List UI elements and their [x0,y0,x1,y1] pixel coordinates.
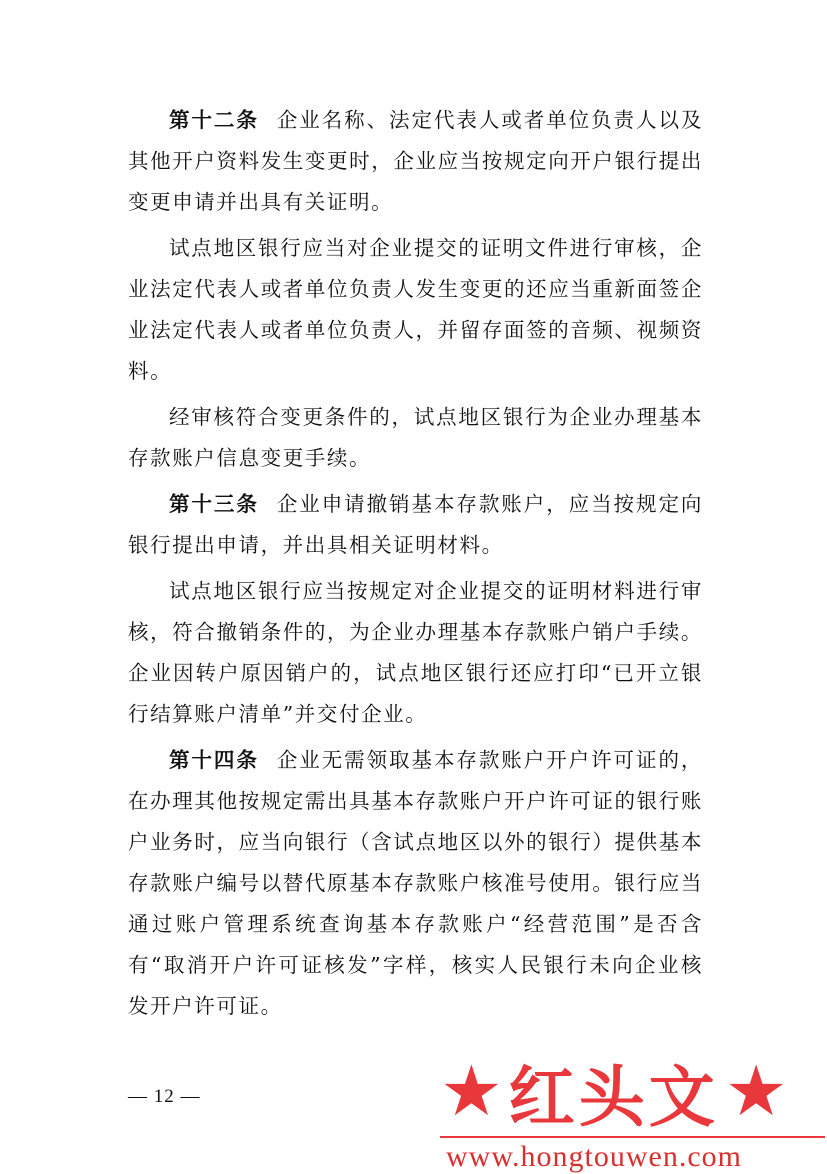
watermark-url: www.hongtouwen.com [446,1140,743,1173]
paragraph [128,228,703,392]
document-body [128,100,703,1032]
paragraph-article-13 [128,484,703,566]
paragraph [128,571,703,735]
paragraph-text: 企业申请撤销基本存款账户，应当按规定向银行提出申请，并出具相关证明材料。 [128,492,704,557]
paragraph [128,397,703,479]
paragraph-article-14 [128,740,703,1027]
article-heading: 第十四条 [169,748,259,772]
star-icon: ★ [724,1050,788,1132]
paragraph-text: 试点地区银行应当对企业提交的证明文件进行审核，企业法定代表人或者单位负责人发生变更的还应当重新面签企业法定代表人或者单位负责人，并留存面签的音频、视频资料。 [128,236,703,383]
paragraph-text: 试点地区银行应当按规定对企业提交的证明材料进行审核，符合撤销条件的，为企业办理基本存款账户销户手续。企业因转户原因销户的，试点地区银行还应打印“已开立银行结算账户清单”并交付企业。 [128,579,703,726]
paragraph-text: 经审核符合变更条件的，试点地区银行为企业办理基本存款账户信息变更手续。 [128,405,703,470]
article-heading: 第十三条 [169,492,259,516]
watermark-title-row [440,1050,788,1136]
paragraph-text: 企业无需领取基本存款账户开户许可证的，在办理其他按规定需出具基本存款账户开户许可证的银行账户业务时，应当向银行（含试点地区以外的银行）提供基本存款账户编号以替代原基本存款账户核准号使用。银行应当通过账户管理系统查询基本存款账户“经营范围”是否含有“取消开户许可证核发”字样，核实人民银行未向企业核发开户许可证。 [128,748,704,1018]
watermark-title: 红头文 [508,1058,719,1136]
paragraph-text: 企业名称、法定代表人或者单位负责人以及其他开户资料发生变更时，企业应当按规定向开户银行提出变更申请并出具有关证明。 [128,108,704,214]
watermark-divider [440,1136,825,1138]
watermark-logo [440,1050,825,1173]
paragraph-article-12 [128,100,703,223]
star-icon: ★ [440,1050,503,1132]
article-heading: 第十二条 [169,108,259,132]
page-number: — 12 — [128,1086,201,1107]
